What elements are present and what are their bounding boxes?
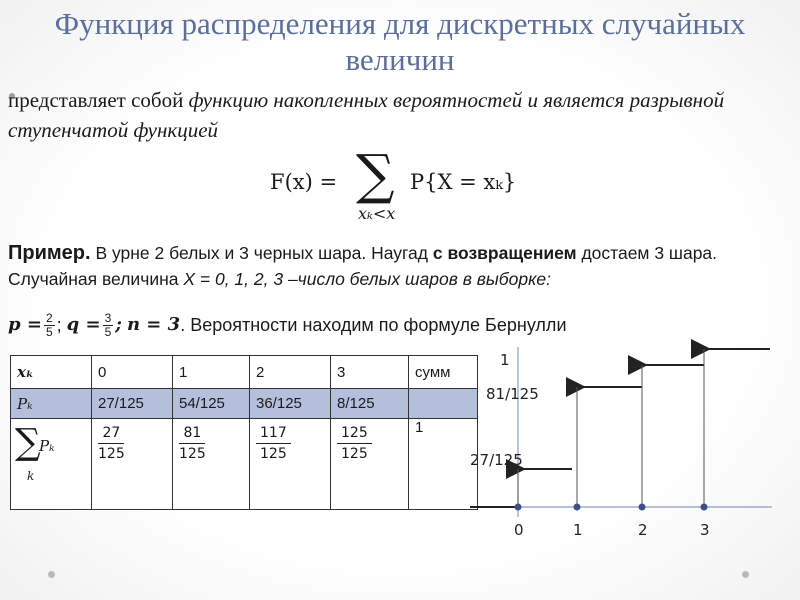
x-label-2: 2 <box>638 521 648 539</box>
table-cell <box>250 419 331 510</box>
intro-text <box>8 85 798 145</box>
q-label: q = <box>66 314 101 335</box>
numerator: 81 <box>179 423 205 444</box>
intro-italic: функцию накопленных вероятностей и является разрывной ступенчатой функцией <box>8 88 725 142</box>
table-cell: 3 <box>331 356 409 389</box>
table-cell <box>92 419 173 510</box>
numerator: 125 <box>337 423 372 444</box>
x-label-1: 1 <box>573 521 583 539</box>
p-fraction <box>44 312 55 339</box>
x-label-3: 3 <box>700 521 710 539</box>
sum-term: Pₖ <box>39 437 55 455</box>
y-label-27-125: 27/125 <box>470 451 523 469</box>
q-fraction <box>103 312 114 339</box>
q-denominator: 5 <box>104 324 112 339</box>
formula-lhs: F(x) = <box>270 170 338 194</box>
sep-2: ; <box>115 314 122 335</box>
table-row <box>11 356 478 389</box>
example-italic: X = 0, 1, 2, 3 –число белых шаров в выборке: <box>183 269 551 289</box>
table-row <box>11 389 478 419</box>
fraction <box>256 423 291 464</box>
numerator: 27 <box>98 423 124 444</box>
formula-rhs: P{X = xₖ} <box>410 170 517 194</box>
table-cell: 54/125 <box>173 389 250 419</box>
y-label-81-125: 81/125 <box>486 385 539 403</box>
table-cell: 0 <box>92 356 173 389</box>
example-text-1: В урне 2 белых и 3 черных шара. Наугад <box>90 243 433 263</box>
table-cell <box>173 419 250 510</box>
p-denominator: 5 <box>45 324 53 339</box>
sum-symbol: ∑ <box>356 143 395 206</box>
table-cell: сумм <box>409 356 478 389</box>
sum-subscript: xₖ<x <box>358 204 396 223</box>
example-bold: с возвращением <box>432 243 577 263</box>
table-cell: 27/125 <box>92 389 173 419</box>
q-numerator: 3 <box>104 310 112 325</box>
step-function-graph <box>460 335 780 550</box>
nav-next-dot[interactable] <box>742 571 749 578</box>
distribution-formula <box>270 143 570 232</box>
fraction <box>98 423 125 464</box>
table-cell: 2 <box>250 356 331 389</box>
numerator: 117 <box>256 423 291 444</box>
example-lead: Пример. <box>8 242 91 264</box>
sep-1: ; <box>56 315 62 335</box>
intro-plain: представляет собой <box>8 88 189 112</box>
denominator: 125 <box>341 446 368 462</box>
axis-point <box>515 504 522 511</box>
x-label-0: 0 <box>514 521 524 539</box>
axis-point <box>701 504 708 511</box>
example-text-2: достаем 3 шара. Случайная величина <box>8 243 718 289</box>
p-numerator: 2 <box>45 310 53 325</box>
denominator: 125 <box>179 446 206 462</box>
slide-title: Функция распределения для дискретных случайных величин <box>54 6 746 77</box>
denominator: 125 <box>98 446 125 462</box>
table-cell <box>11 419 92 510</box>
sum-symbol: ∑ <box>15 422 41 463</box>
bernoulli-text: . Вероятности находим по формуле Бернулли <box>180 315 567 335</box>
axis-point <box>639 504 646 511</box>
table-cell: xₖ <box>11 356 92 389</box>
fraction <box>337 423 372 464</box>
y-label-1: 1 <box>500 351 510 369</box>
table-row <box>11 419 478 510</box>
table-cell: 8/125 <box>331 389 409 419</box>
probability-table <box>10 355 478 510</box>
nav-prev-dot[interactable] <box>48 571 55 578</box>
p-label: p = <box>8 314 42 335</box>
table-cell: 1 <box>173 356 250 389</box>
denominator: 125 <box>260 446 287 462</box>
table-cell: 36/125 <box>250 389 331 419</box>
fraction <box>179 423 206 464</box>
n-label: n = 3 <box>126 314 181 335</box>
example-text <box>8 240 793 292</box>
sum-index: k <box>27 469 35 483</box>
table-cell: Pₖ <box>11 389 92 419</box>
table-cell: 1 <box>409 419 478 510</box>
table-cell <box>331 419 409 510</box>
axis-point <box>574 504 581 511</box>
